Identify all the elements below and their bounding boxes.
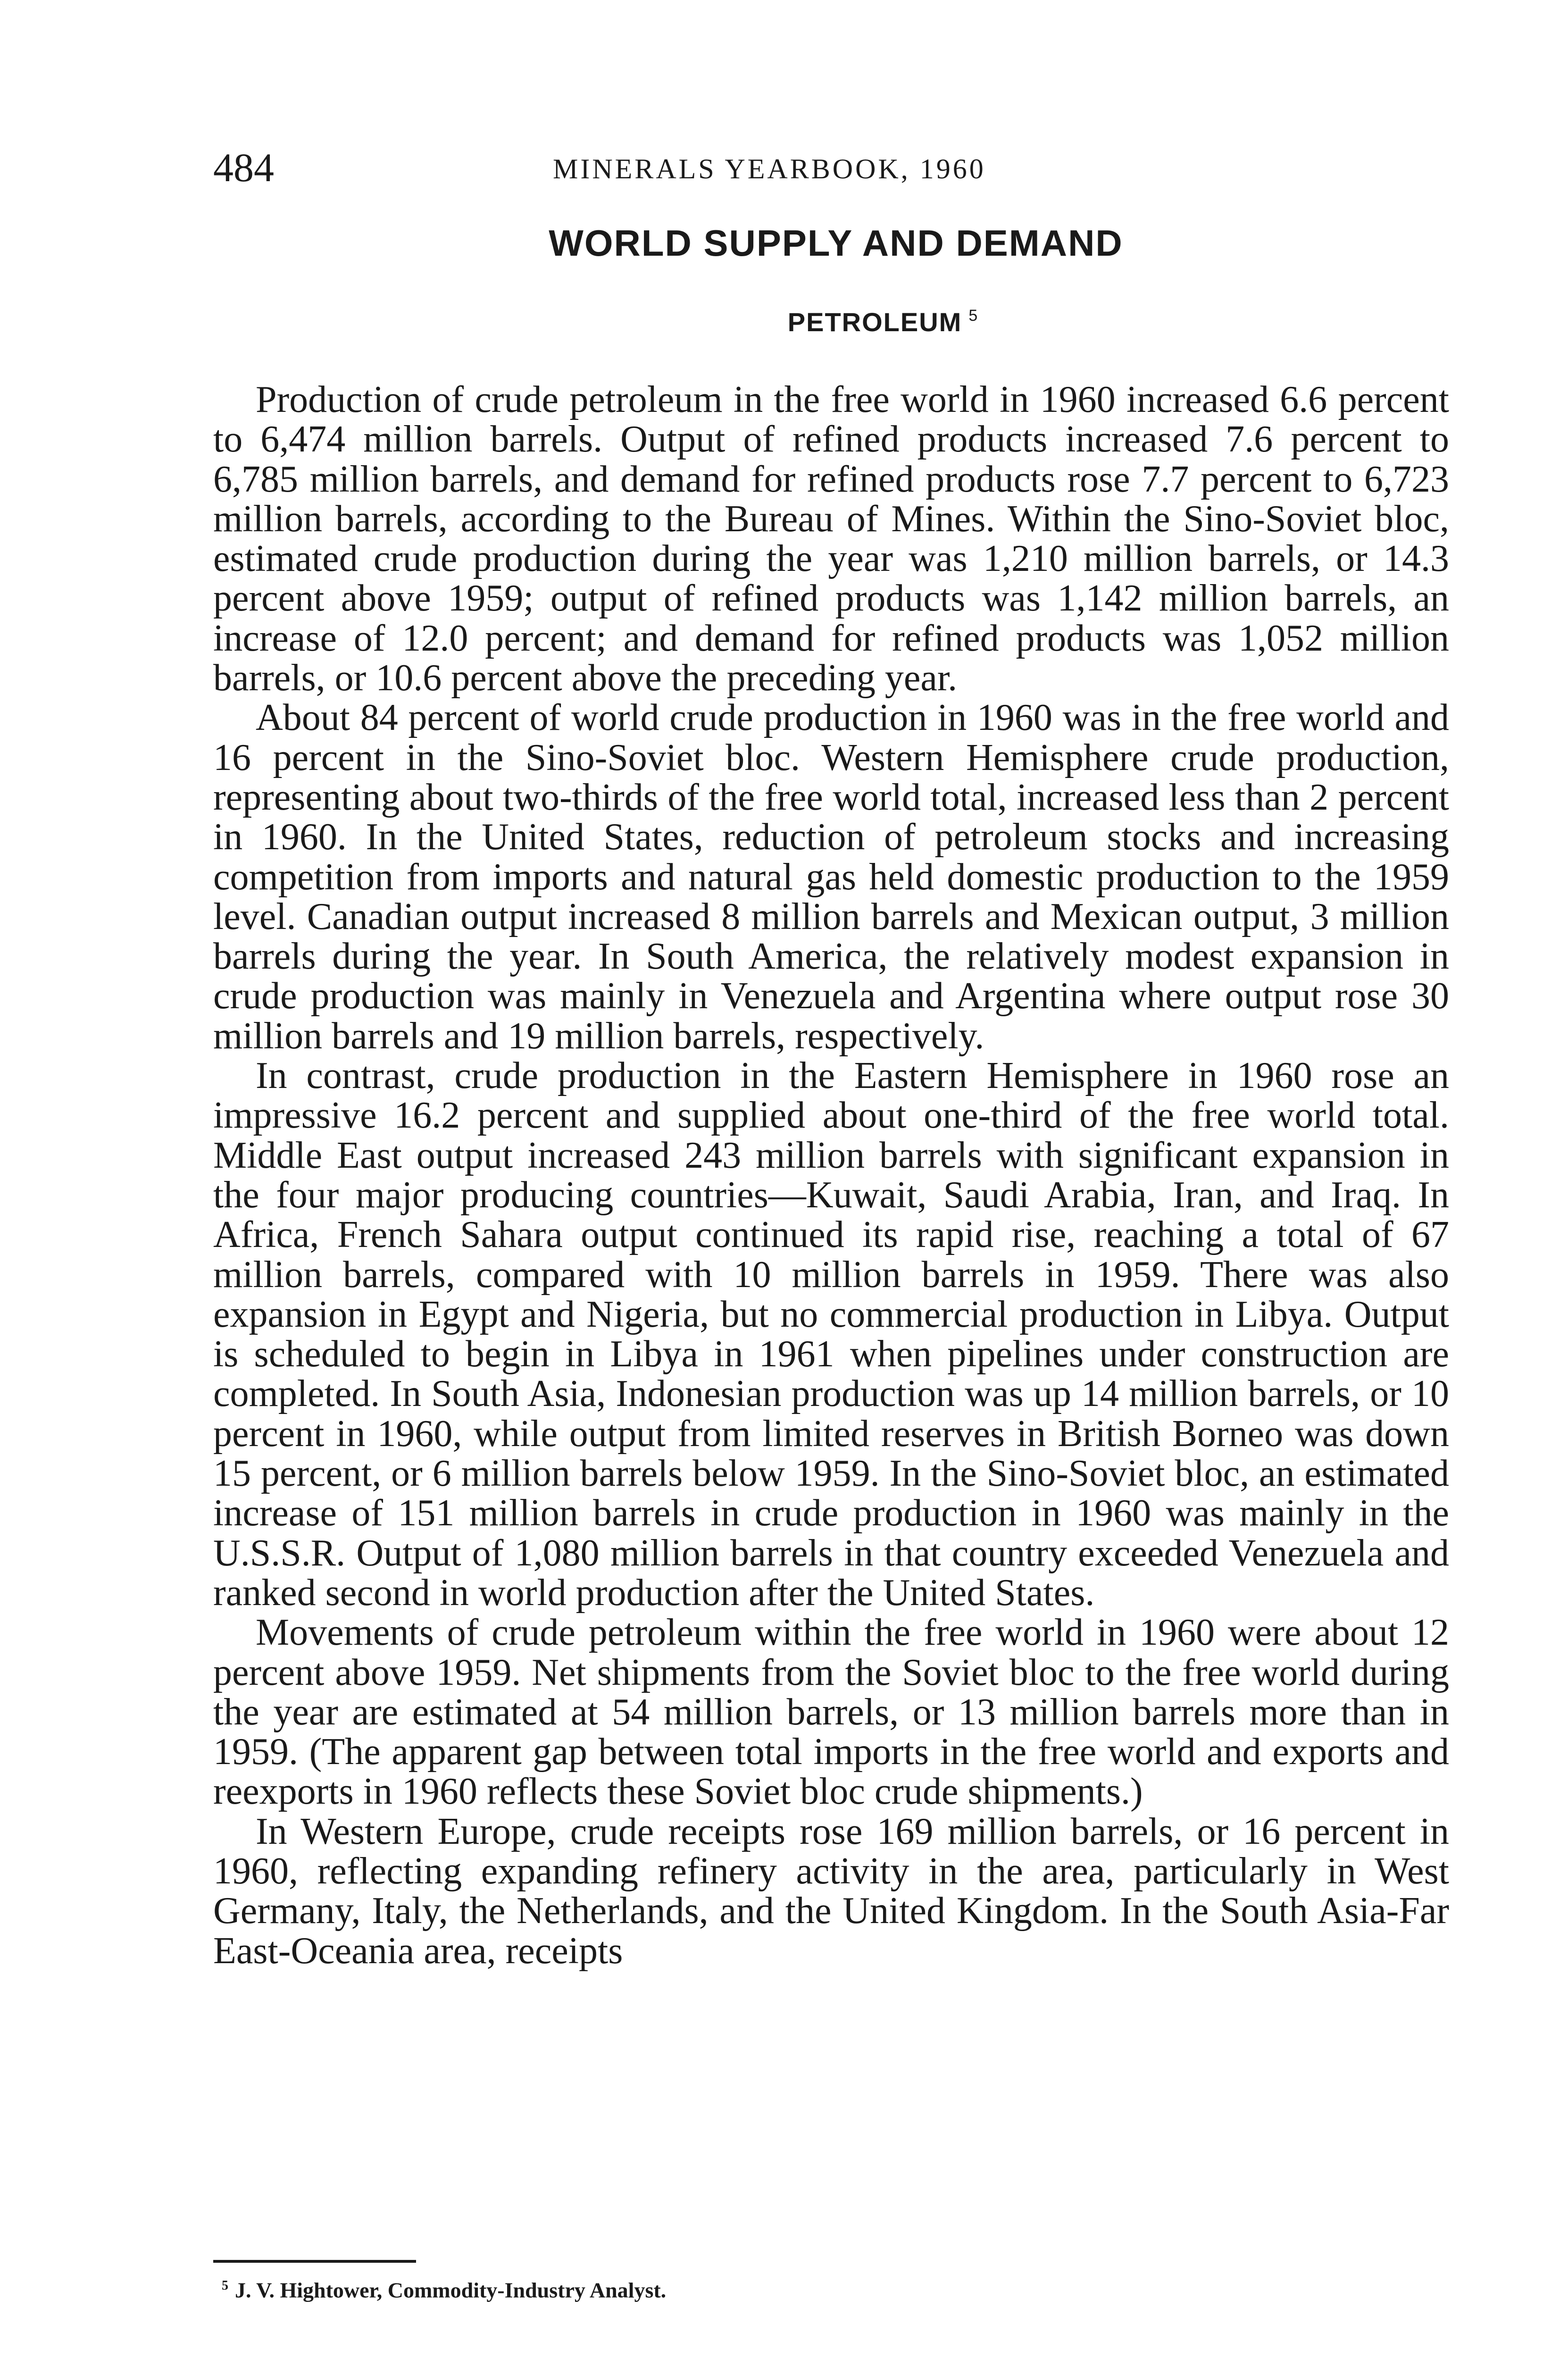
footnote-reference: 5 bbox=[968, 307, 979, 325]
footnote-text: J. V. Hightower, Commodity-Industry Analyst. bbox=[235, 2278, 667, 2302]
page-number: 484 bbox=[213, 145, 274, 190]
paragraph-2: About 84 percent of world crude production in 1960 was in the free world and 16 percent in the Sino-Soviet bloc. Western Hemisphere crude production, representing about two-thirds of the free world total, increased less than 2 percent in 1960. In the United States, reduction of petroleum stocks and increasing competition from imports and natural gas held domestic production to the 1959 level. Canadian output increased 8 million barrels and Mexican output, 3 million barrels during the year. In South America, the relatively modest expansion in crude production was mainly in Venezuela and Argentina where output rose 30 million barrels and 19 million barrels, respectively. bbox=[213, 697, 1449, 1057]
footnote-marker: 5 bbox=[222, 2278, 228, 2293]
running-head bbox=[213, 142, 1449, 193]
subsection-heading-text: PETROLEUM bbox=[787, 307, 962, 337]
footnote bbox=[222, 2272, 666, 2304]
paragraph-5: In Western Europe, crude receipts rose 169 million barrels, or 16 percent in 1960, reflecting expanding refinery activity in the area, particularly in West Germany, Italy, the Netherlands, and the United Kingdom. In the South Asia-Far East-Oceania area, receipts bbox=[213, 1810, 1449, 1972]
subsection-heading bbox=[0, 307, 1568, 337]
paragraph-3: In contrast, crude production in the Eastern Hemisphere in 1960 rose an impressive 16.2 percent and supplied about one-third of the free world total. Middle East output increased 243 million barrels with significant expansion in the four major producing countries—Kuwait, Saudi Arabia, Iran, and Iraq. In Africa, French Sahara output continued its rapid rise, reaching a total of 67 million barrels, compared with 10 million barrels in 1959. There was also expansion in Egypt and Nigeria, but no commercial production in Libya. Output is scheduled to begin in Libya in 1961 when pipelines under construction are completed. In South Asia, Indonesian production was up 14 million barrels, or 10 percent in 1960, while output from limited reserves in British Borneo was down 15 percent, or 6 million barrels below 1959. In the Sino-Soviet bloc, an estimated increase of 151 million barrels in crude production in 1960 was mainly in the U.S.S.R. Output of 1,080 million barrels in that country exceeded Venezuela and ranked second in world production after the United States. bbox=[213, 1055, 1449, 1614]
body-text bbox=[213, 380, 1449, 1971]
paragraph-4: Movements of crude petroleum within the free world in 1960 were about 12 percent above 1959. Net shipments from the Soviet bloc to the free world during the year are estimated at 54 million barrels, or 13 million barrels more than in 1959. (The apparent gap between total imports in the free world and exports and reexports in 1960 reflects these Soviet bloc crude shipments.) bbox=[213, 1612, 1449, 1813]
running-title: MINERALS YEARBOOK, 1960 bbox=[553, 153, 986, 184]
section-heading: WORLD SUPPLY AND DEMAND bbox=[549, 222, 1123, 264]
paragraph-1: Production of crude petroleum in the free world in 1960 increased 6.6 percent to 6,474 million barrels. Output of refined products increased 7.6 percent to 6,785 million barrels, and demand for refined products rose 7.7 percent to 6,723 million barrels, according to the Bureau of Mines. Within the Sino-Soviet bloc, estimated crude production during the year was 1,210 million barrels, or 14.3 percent above 1959; output of refined products was 1,142 million barrels, an increase of 12.0 percent; and demand for refined products was 1,052 million barrels, or 10.6 percent above the preceding year. bbox=[213, 379, 1449, 699]
footnote-divider bbox=[213, 2260, 416, 2263]
